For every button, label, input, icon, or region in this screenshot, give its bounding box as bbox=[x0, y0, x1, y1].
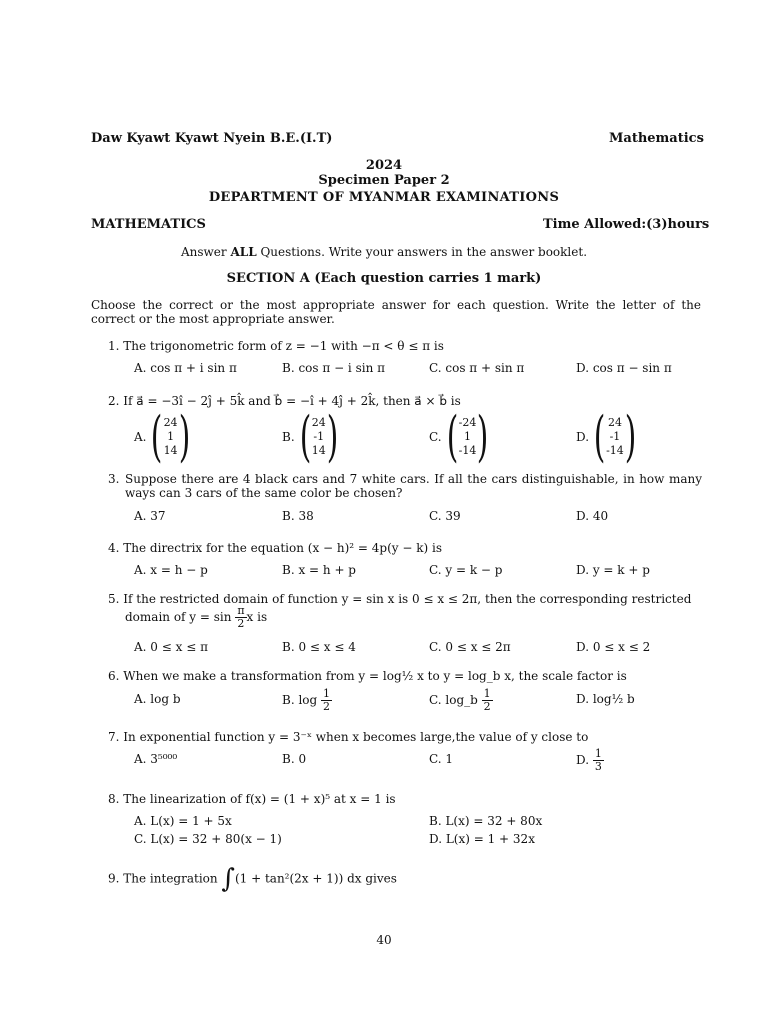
instructions bbox=[0, 245, 768, 259]
author-header: Daw Kyawt Kyawt Nyein B.E.(I.T) bbox=[91, 131, 333, 146]
question-number: 2. bbox=[108, 394, 120, 408]
question-number: 1. bbox=[108, 339, 120, 353]
question-text: The directrix for the equation (x − h)² = 4p(y − k) is bbox=[123, 541, 443, 555]
vector-entry: 24 bbox=[311, 416, 326, 429]
q2-option-c bbox=[429, 405, 493, 468]
vector-column bbox=[312, 416, 326, 458]
vector-entry: 1 bbox=[464, 430, 472, 443]
question-number: 3. bbox=[108, 472, 120, 486]
question-7 bbox=[108, 730, 588, 744]
q6-option-d: D. log½ b bbox=[576, 692, 635, 706]
q7-option-c: C. 1 bbox=[429, 752, 454, 766]
instructions-prefix: Answer bbox=[180, 245, 231, 259]
q4-option-c: C. y = k − p bbox=[429, 563, 503, 577]
question-5 bbox=[108, 592, 691, 606]
q1-option-a: A. cos π + i sin π bbox=[134, 361, 237, 375]
fraction-denominator: 2 bbox=[483, 700, 491, 713]
section-intro: Choose the correct or the most appropriate answer for each question. Write the letter of the correct or the most appropriate answer. bbox=[91, 298, 701, 326]
question-text: If the restricted domain of function y = sin x is 0 ≤ x ≤ 2π, then the corresponding restricted bbox=[123, 592, 692, 606]
vector-column bbox=[164, 416, 178, 458]
left-paren: ( bbox=[299, 405, 311, 468]
q5-option-a: A. 0 ≤ x ≤ π bbox=[134, 640, 208, 654]
q5-option-c: C. 0 ≤ x ≤ 2π bbox=[429, 640, 511, 654]
q7-option-b: B. 0 bbox=[282, 752, 307, 766]
question-number: 6. bbox=[108, 669, 120, 683]
q3-option-c: C. 39 bbox=[429, 509, 461, 523]
vector-entry: 14 bbox=[311, 444, 326, 457]
q4-option-d: D. y = k + p bbox=[576, 563, 650, 577]
option-text: B. log bbox=[282, 693, 322, 707]
question-5-line-2 bbox=[125, 605, 267, 630]
q3-option-b: B. 38 bbox=[282, 509, 314, 523]
instructions-bold: ALL bbox=[230, 245, 257, 259]
vector-entry: -14 bbox=[606, 444, 624, 457]
q6-option-b bbox=[282, 688, 332, 713]
vector-entry: 14 bbox=[163, 444, 178, 457]
option-letter: D. bbox=[576, 430, 590, 444]
q2-option-a bbox=[134, 405, 195, 468]
question-text: The trigonometric form of z = −1 with −π < θ ≤ π is bbox=[123, 339, 444, 353]
question-6 bbox=[108, 669, 627, 683]
question-1 bbox=[108, 339, 444, 353]
department-title: DEPARTMENT OF MYANMAR EXAMINATIONS bbox=[208, 190, 560, 205]
left-paren: ( bbox=[593, 405, 606, 468]
fraction bbox=[235, 605, 246, 630]
question-number: 5. bbox=[108, 592, 120, 606]
question-text: If a⃗ = −3î − 2ĵ + 5k̂ and b⃗ = −î + 4ĵ + 2k̂, then a⃗ × b⃗ is bbox=[123, 394, 461, 408]
time-allowed: Time Allowed:(3)hours bbox=[543, 217, 710, 232]
q2-option-d bbox=[576, 405, 641, 468]
fraction-numerator: π bbox=[237, 604, 245, 617]
q7-option-a: A. 3⁵⁰⁰⁰ bbox=[134, 752, 178, 766]
question-number: 7. bbox=[108, 730, 120, 744]
integral-symbol: ∫ bbox=[221, 864, 235, 894]
question-number: 4. bbox=[108, 541, 120, 555]
vector-entry: 24 bbox=[163, 416, 178, 429]
q8-option-d: D. L(x) = 1 + 32x bbox=[429, 832, 535, 846]
fraction-numerator: 1 bbox=[483, 687, 491, 700]
question-4 bbox=[108, 541, 442, 555]
question-8 bbox=[108, 792, 396, 806]
fraction bbox=[321, 688, 332, 713]
instructions-suffix: Questions. Write your answers in the answer booklet. bbox=[256, 245, 588, 259]
question-9 bbox=[108, 864, 397, 894]
vector-entry: -24 bbox=[458, 416, 477, 429]
q8-option-c: C. L(x) = 32 + 80(x − 1) bbox=[134, 832, 282, 846]
option-letter: A. bbox=[134, 430, 147, 444]
fraction bbox=[593, 748, 604, 773]
q2-option-b bbox=[282, 405, 343, 468]
question-text: Suppose there are 4 black cars and 7 white cars. If all the cars distinguishable, in how many ways can 3 cars of the same color be chosen? bbox=[125, 472, 702, 500]
vector-entry: 1 bbox=[167, 430, 175, 443]
q1-option-c: C. cos π + sin π bbox=[429, 361, 525, 375]
q8-option-a: A. L(x) = 1 + 5x bbox=[134, 814, 232, 828]
option-text: D. bbox=[576, 753, 593, 767]
fraction-denominator: 2 bbox=[323, 700, 331, 713]
vector-entry: -1 bbox=[609, 430, 621, 443]
right-paren: ) bbox=[178, 405, 190, 468]
question-number: 8. bbox=[108, 792, 120, 806]
question-text: The linearization of f(x) = (1 + x)⁵ at x = 1 is bbox=[123, 792, 396, 806]
q1-option-d: D. cos π − sin π bbox=[576, 361, 672, 375]
section-title: SECTION A (Each question carries 1 mark) bbox=[226, 271, 542, 286]
q4-option-a: A. x = h − p bbox=[134, 563, 208, 577]
question-text: domain of y = sin bbox=[125, 610, 236, 624]
vector-entry: -14 bbox=[458, 444, 477, 457]
q3-option-d: D. 40 bbox=[576, 509, 609, 523]
question-3 bbox=[108, 472, 702, 500]
q5-option-d: D. 0 ≤ x ≤ 2 bbox=[576, 640, 651, 654]
paper-title: Specimen Paper 2 bbox=[318, 173, 450, 188]
fraction-numerator: 1 bbox=[594, 747, 602, 760]
fraction-numerator: 1 bbox=[323, 687, 331, 700]
vector-entry: 24 bbox=[607, 416, 622, 429]
fraction-denominator: 3 bbox=[594, 760, 602, 773]
right-paren: ) bbox=[477, 405, 489, 468]
left-paren: ( bbox=[151, 405, 163, 468]
fraction-denominator: 2 bbox=[237, 617, 245, 630]
q6-option-a: A. log b bbox=[134, 692, 181, 706]
q8-option-b: B. L(x) = 32 + 80x bbox=[429, 814, 543, 828]
question-text: The integration bbox=[123, 871, 222, 886]
exam-year: 2024 bbox=[365, 158, 403, 173]
q7-option-d bbox=[576, 748, 604, 773]
option-letter: B. bbox=[282, 430, 295, 444]
vector-entry: -1 bbox=[313, 430, 325, 443]
vector-column bbox=[459, 416, 477, 458]
question-text: x is bbox=[246, 610, 268, 624]
q3-option-a: A. 37 bbox=[134, 509, 166, 523]
option-letter: C. bbox=[429, 430, 442, 444]
subject-header: Mathematics bbox=[609, 131, 704, 146]
question-text: In exponential function y = 3⁻ˣ when x becomes large,the value of y close to bbox=[123, 730, 589, 744]
option-text: C. log_b bbox=[429, 693, 482, 707]
q6-option-c bbox=[429, 688, 493, 713]
fraction bbox=[482, 688, 493, 713]
exam-subject: MATHEMATICS bbox=[91, 217, 206, 232]
page-number: 40 bbox=[376, 933, 392, 947]
left-paren: ( bbox=[446, 405, 458, 468]
right-paren: ) bbox=[624, 405, 637, 468]
vector-column bbox=[606, 416, 624, 458]
q4-option-b: B. x = h + p bbox=[282, 563, 356, 577]
question-text: (1 + tan²(2x + 1)) dx gives bbox=[234, 871, 397, 886]
right-paren: ) bbox=[326, 405, 339, 468]
q5-option-b: B. 0 ≤ x ≤ 4 bbox=[282, 640, 356, 654]
q1-option-b: B. cos π − i sin π bbox=[282, 361, 386, 375]
question-number: 9. bbox=[108, 871, 120, 886]
question-text: When we make a transformation from y = log½ x to y = log_b x, the scale factor is bbox=[123, 669, 627, 683]
